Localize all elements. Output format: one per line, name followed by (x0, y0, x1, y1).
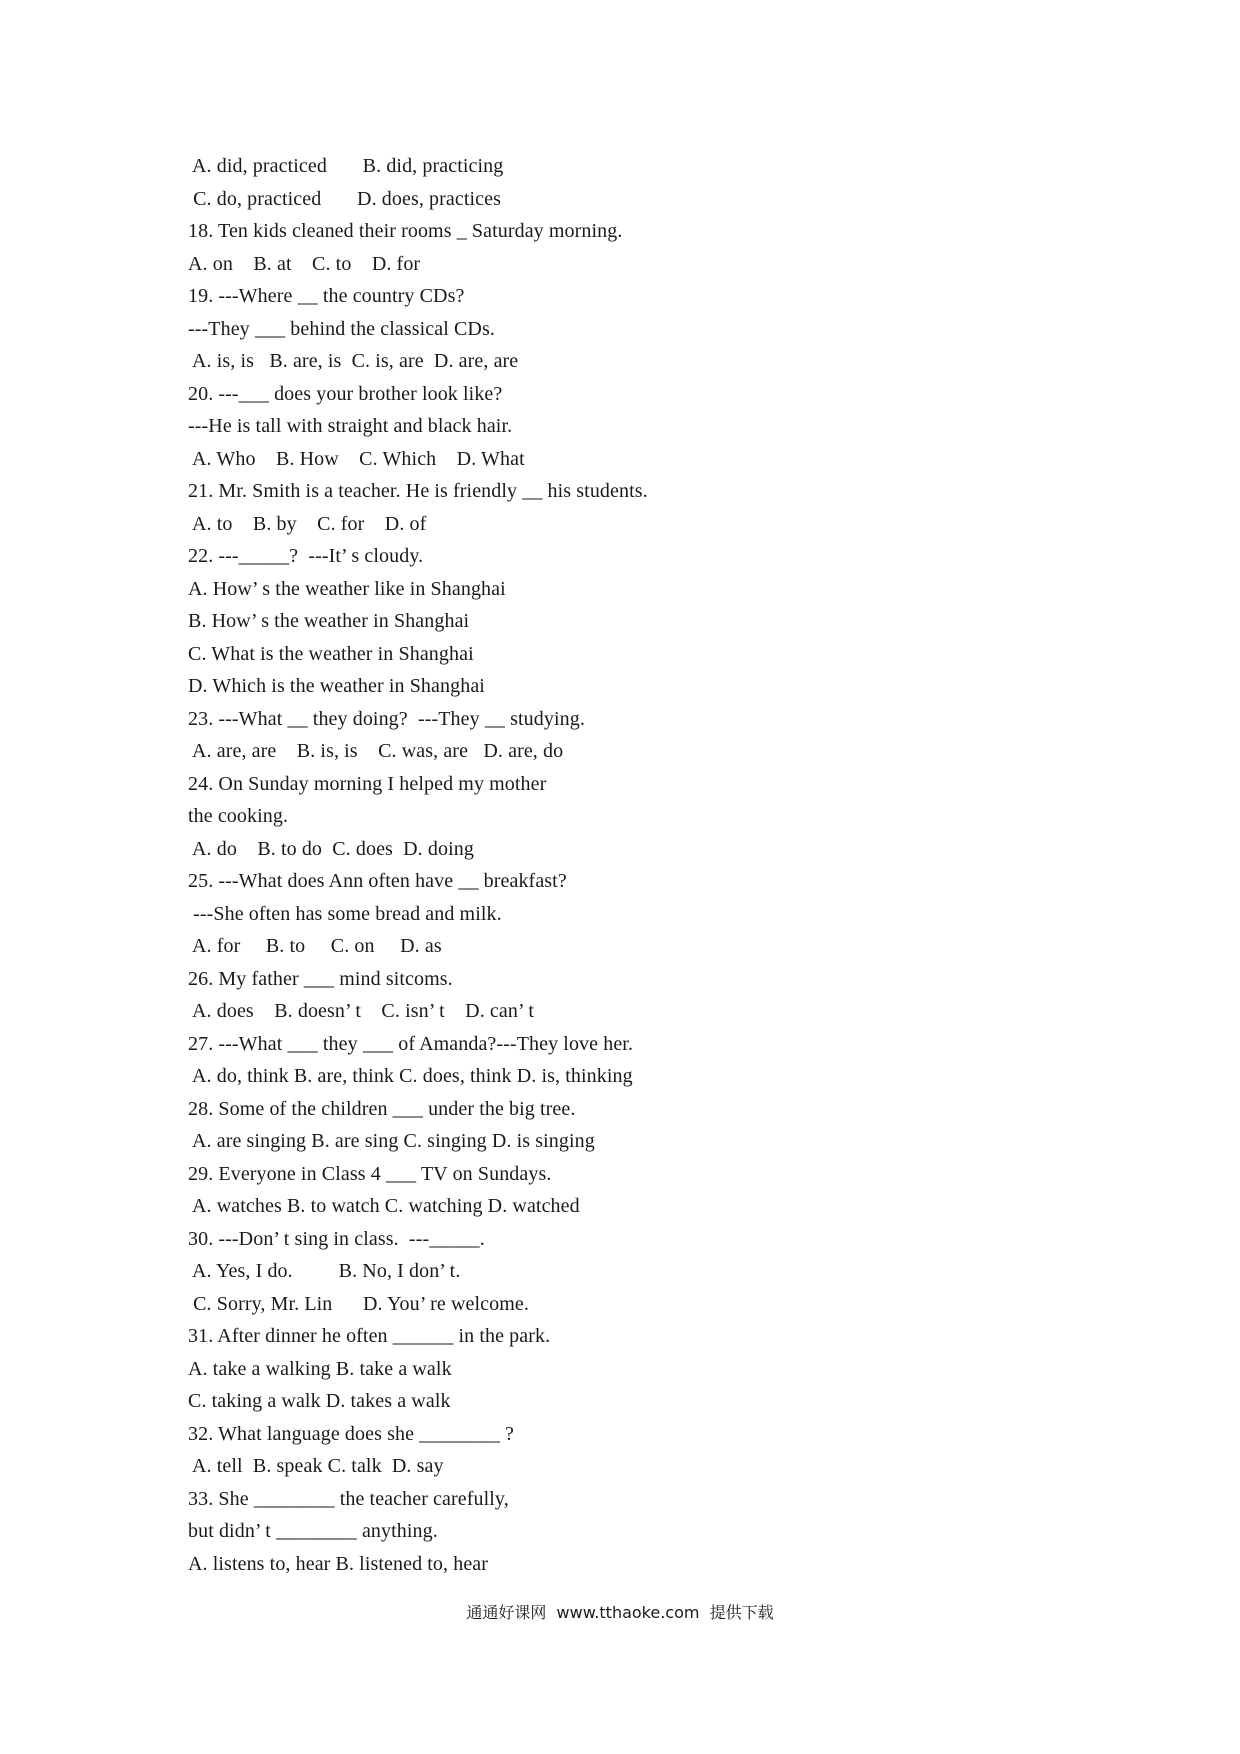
question-line: ---She often has some bread and milk. (188, 902, 502, 925)
option-line: C. do, practiced D. does, practices (188, 187, 501, 210)
option-line: A. does B. doesn’ t C. isn’ t D. can’ t (188, 1000, 534, 1022)
question-29: 29. Everyone in Class 4 ___ TV on Sundays. (188, 1162, 552, 1185)
option-line: A. tell B. speak C. talk D. say (188, 1455, 444, 1477)
option-line: B. How’ s the weather in Shanghai (188, 610, 470, 632)
question-28: 28. Some of the children ___ under the big tree. (188, 1097, 576, 1120)
option-line: A. How’ s the weather like in Shanghai (188, 577, 506, 600)
question-22: 22. ---_____? ---It’ s cloudy. (188, 545, 424, 567)
option-line: A. do B. to do C. does D. doing (188, 837, 474, 860)
option-line: D. Which is the weather in Shanghai (188, 675, 485, 697)
question-30: 30. ---Don’ t sing in class. ---_____. (188, 1227, 485, 1250)
option-line: C. taking a walk D. takes a walk (188, 1390, 451, 1412)
question-23: 23. ---What __ they doing? ---They __ studying. (188, 707, 585, 730)
question-18: 18. Ten kids cleaned their rooms _ Saturday morning. (188, 220, 623, 242)
question-32: 32. What language does she ________ ? (188, 1422, 515, 1445)
option-line: C. Sorry, Mr. Lin D. You’ re welcome. (188, 1292, 529, 1315)
option-line: A. are singing B. are sing C. singing D. is singing (188, 1130, 595, 1152)
question-list (188, 150, 1088, 1580)
question-21: 21. Mr. Smith is a teacher. He is friendly __ his students. (188, 480, 648, 502)
option-line: A. Yes, I do. B. No, I don’ t. (188, 1260, 461, 1282)
option-line: A. did, practiced B. did, practicing (188, 155, 504, 177)
question-20: 20. ---___ does your brother look like? (188, 382, 503, 405)
question-line: but didn’ t ________ anything. (188, 1520, 438, 1542)
question-27: 27. ---What ___ they ___ of Amanda?---They love her. (188, 1032, 634, 1055)
option-line: A. listens to, hear B. listened to, hear (188, 1552, 489, 1575)
option-line: A. is, is B. are, is C. is, are D. are, are (188, 350, 519, 372)
option-line: A. on B. at C. to D. for (188, 252, 421, 275)
question-19: 19. ---Where __ the country CDs? (188, 285, 465, 307)
option-line: A. take a walking B. take a walk (188, 1357, 452, 1380)
question-line: ---They ___ behind the classical CDs. (188, 317, 495, 340)
option-line: A. for B. to C. on D. as (188, 935, 442, 957)
option-line: A. are, are B. is, is C. was, are D. are, do (188, 740, 564, 762)
question-33: 33. She ________ the teacher carefully, (188, 1487, 509, 1510)
question-26: 26. My father ___ mind sitcoms. (188, 967, 453, 990)
option-line: A. to B. by C. for D. of (188, 512, 427, 535)
footer-credit: 通通好课网 www.tthaoke.com 提供下载 (466, 1603, 774, 1622)
option-line: C. What is the weather in Shanghai (188, 642, 474, 665)
option-line: A. do, think B. are, think C. does, think D. is, thinking (188, 1065, 633, 1087)
option-line: A. Who B. How C. Which D. What (188, 447, 525, 470)
option-line: A. watches B. to watch C. watching D. watched (188, 1195, 580, 1217)
question-31: 31. After dinner he often ______ in the park. (188, 1325, 551, 1347)
question-24: 24. On Sunday morning I helped my mother (188, 772, 547, 795)
question-line: the cooking. (188, 805, 289, 827)
question-line: ---He is tall with straight and black hair. (188, 415, 513, 437)
question-25: 25. ---What does Ann often have __ breakfast? (188, 870, 567, 892)
